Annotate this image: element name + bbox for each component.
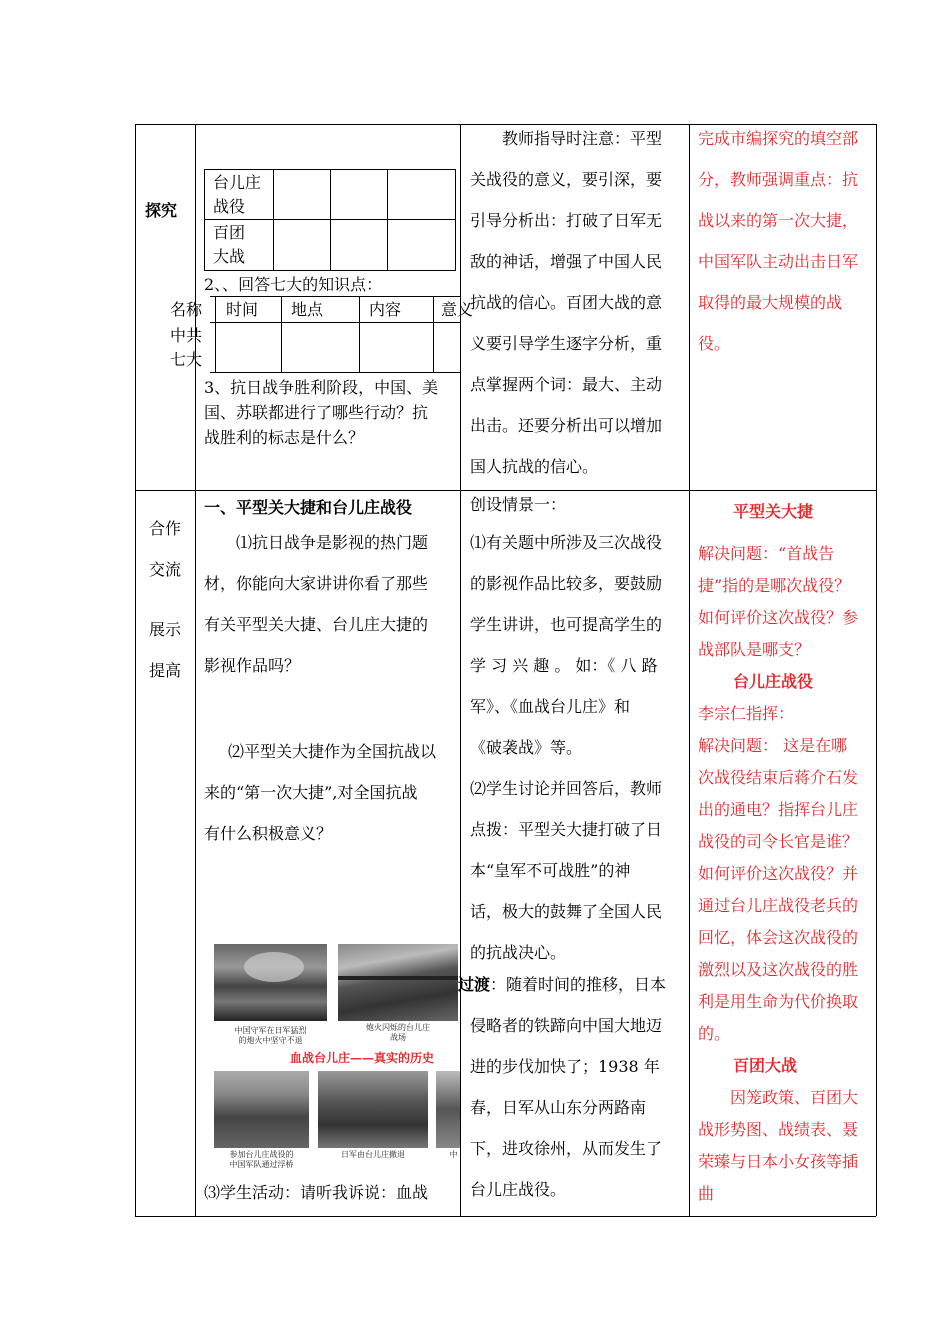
- row-label-hezuo: 合作 交流 展示 提高: [149, 519, 182, 680]
- table-border-bottom: [135, 1216, 876, 1217]
- table-col-divider-1: [195, 124, 196, 1216]
- question-3-text: ⑶学生活动：请听我诉说：血战: [204, 1183, 429, 1202]
- transition-text: 过渡：随着时间的推移，日本 侵略者的铁蹄向中国大地迈 进的步伐加快了；1938 年 春，日军从山东分两路南 下，进攻徐州，从而发生了 台儿庄战役。: [458, 975, 667, 1199]
- caption-5: 中: [449, 1150, 458, 1159]
- photo-partial: [436, 1071, 460, 1148]
- battle-cell-taierzhuang: 台儿庄 战役: [213, 173, 262, 216]
- photo-battlefield: [338, 944, 458, 1021]
- qida-header-content: 内容: [369, 300, 402, 319]
- note-row2: 平型关大捷 解决问题：“首战告 捷”指的是哪次战役？ 如何评价这次战役？参 战部队是哪支？ 台儿庄战役 李宗仁指挥： 解决问题： 这是在哪 次战役结束后蒋介石发 出的通电？指挥台儿庄 战役的司令长官是谁？ 如何评价这次战役？并 通过台儿庄战役老兵的 回忆，体会这次战役的 激烈以及这次战役的胜 利是用生命为代价换取 的。 百团大战 因笼政策、百团大 战形势图、战绩表、聂 荣臻与日本小女孩等插 曲: [698, 496, 874, 1210]
- collage-title: 血战台儿庄——真实的历史: [290, 1051, 435, 1065]
- question-2-text: ⑵平型关大捷作为全国抗战以 来的“第一次大捷”,对全国抗战 有什么积极意义？: [204, 742, 437, 843]
- photo-bridge: [214, 1071, 309, 1148]
- table-border-left: [135, 124, 136, 1216]
- caption-2: 炮火闪烁的台儿庄 战场: [366, 1023, 430, 1042]
- note-heading-baituan: 百团大战: [733, 1056, 798, 1075]
- transition-label: 过渡: [458, 975, 491, 994]
- qida-header-time: 时间: [226, 300, 259, 319]
- teacher-guidance-row2: ⑴有关题中所涉及三次战役 的影视作品比较多，要鼓励 学生讲讲，也可提高学生的 学 习 兴 趣 。 如：《 八 路 军》、《血战台儿庄》和 《破袭战》等。 ⑵学生讨论并回答后，教师 点拨：平型关大捷打破了日 本“皇军不可战胜”的神 话，极大的鼓舞了全国人民 的抗战决心。: [470, 533, 663, 962]
- note-row1: 完成市编探究的填空部 分，教师强调重点：抗 战以来的第一次大捷， 中国军队主动出击日军 取得的最大规模的战 役。: [698, 129, 859, 353]
- qida-row-name: 中共 七大: [170, 326, 203, 369]
- teacher-guidance-row1: 教师指导时注意：平型 关战役的意义，要引深，要 引导分析出：打破了日军无 敌的神话，增强了中国人民 抗战的信心。百团大战的意 义要引导学生逐字分析，重 点掌握两个词：最大、主动 出击。还要分析出可以增加 国人抗战的信心。: [470, 129, 663, 476]
- photo-defense: [214, 944, 327, 1021]
- teacher-scene-title: 创设情景一：: [470, 495, 567, 514]
- caption-3: 参加台儿庄战役的 中国军队通过浮桥: [229, 1150, 294, 1169]
- question-2: 2、、回答七大的知识点：: [204, 275, 383, 294]
- qida-header-meaning: 意义: [441, 300, 474, 319]
- qida-header-place: 地点: [291, 300, 324, 319]
- table-row-divider: [135, 490, 876, 491]
- note-heading-pingxingguan: 平型关大捷: [733, 502, 814, 521]
- question-1-text: ⑴抗日战争是影视的热门题 材，你能向大家讲讲你看了那些 有关平型关大捷、台儿庄大捷的 影视作品吗？: [204, 533, 429, 675]
- table-border-right: [876, 124, 877, 1216]
- note-heading-taierzhuang: 台儿庄战役: [733, 672, 814, 691]
- battle-cell-baituan: 百团 大战: [213, 223, 246, 266]
- qida-header-name: 名称: [170, 300, 203, 319]
- question-3: 3、抗日战争胜利阶段，中国、美 国、苏联都进行了哪些行动？抗 战胜利的标志是什么？: [204, 378, 439, 447]
- table-col-divider-3: [689, 124, 690, 1216]
- photo-retreat: [318, 1071, 428, 1148]
- row-label-tanjiu: 探究: [145, 201, 178, 220]
- caption-4: 日军由台儿庄撤退: [341, 1150, 405, 1159]
- section-title: 一、平型关大捷和台儿庄战役: [204, 498, 413, 517]
- caption-1: 中国守军在日军猛烈 的炮火中坚守不退: [234, 1026, 307, 1045]
